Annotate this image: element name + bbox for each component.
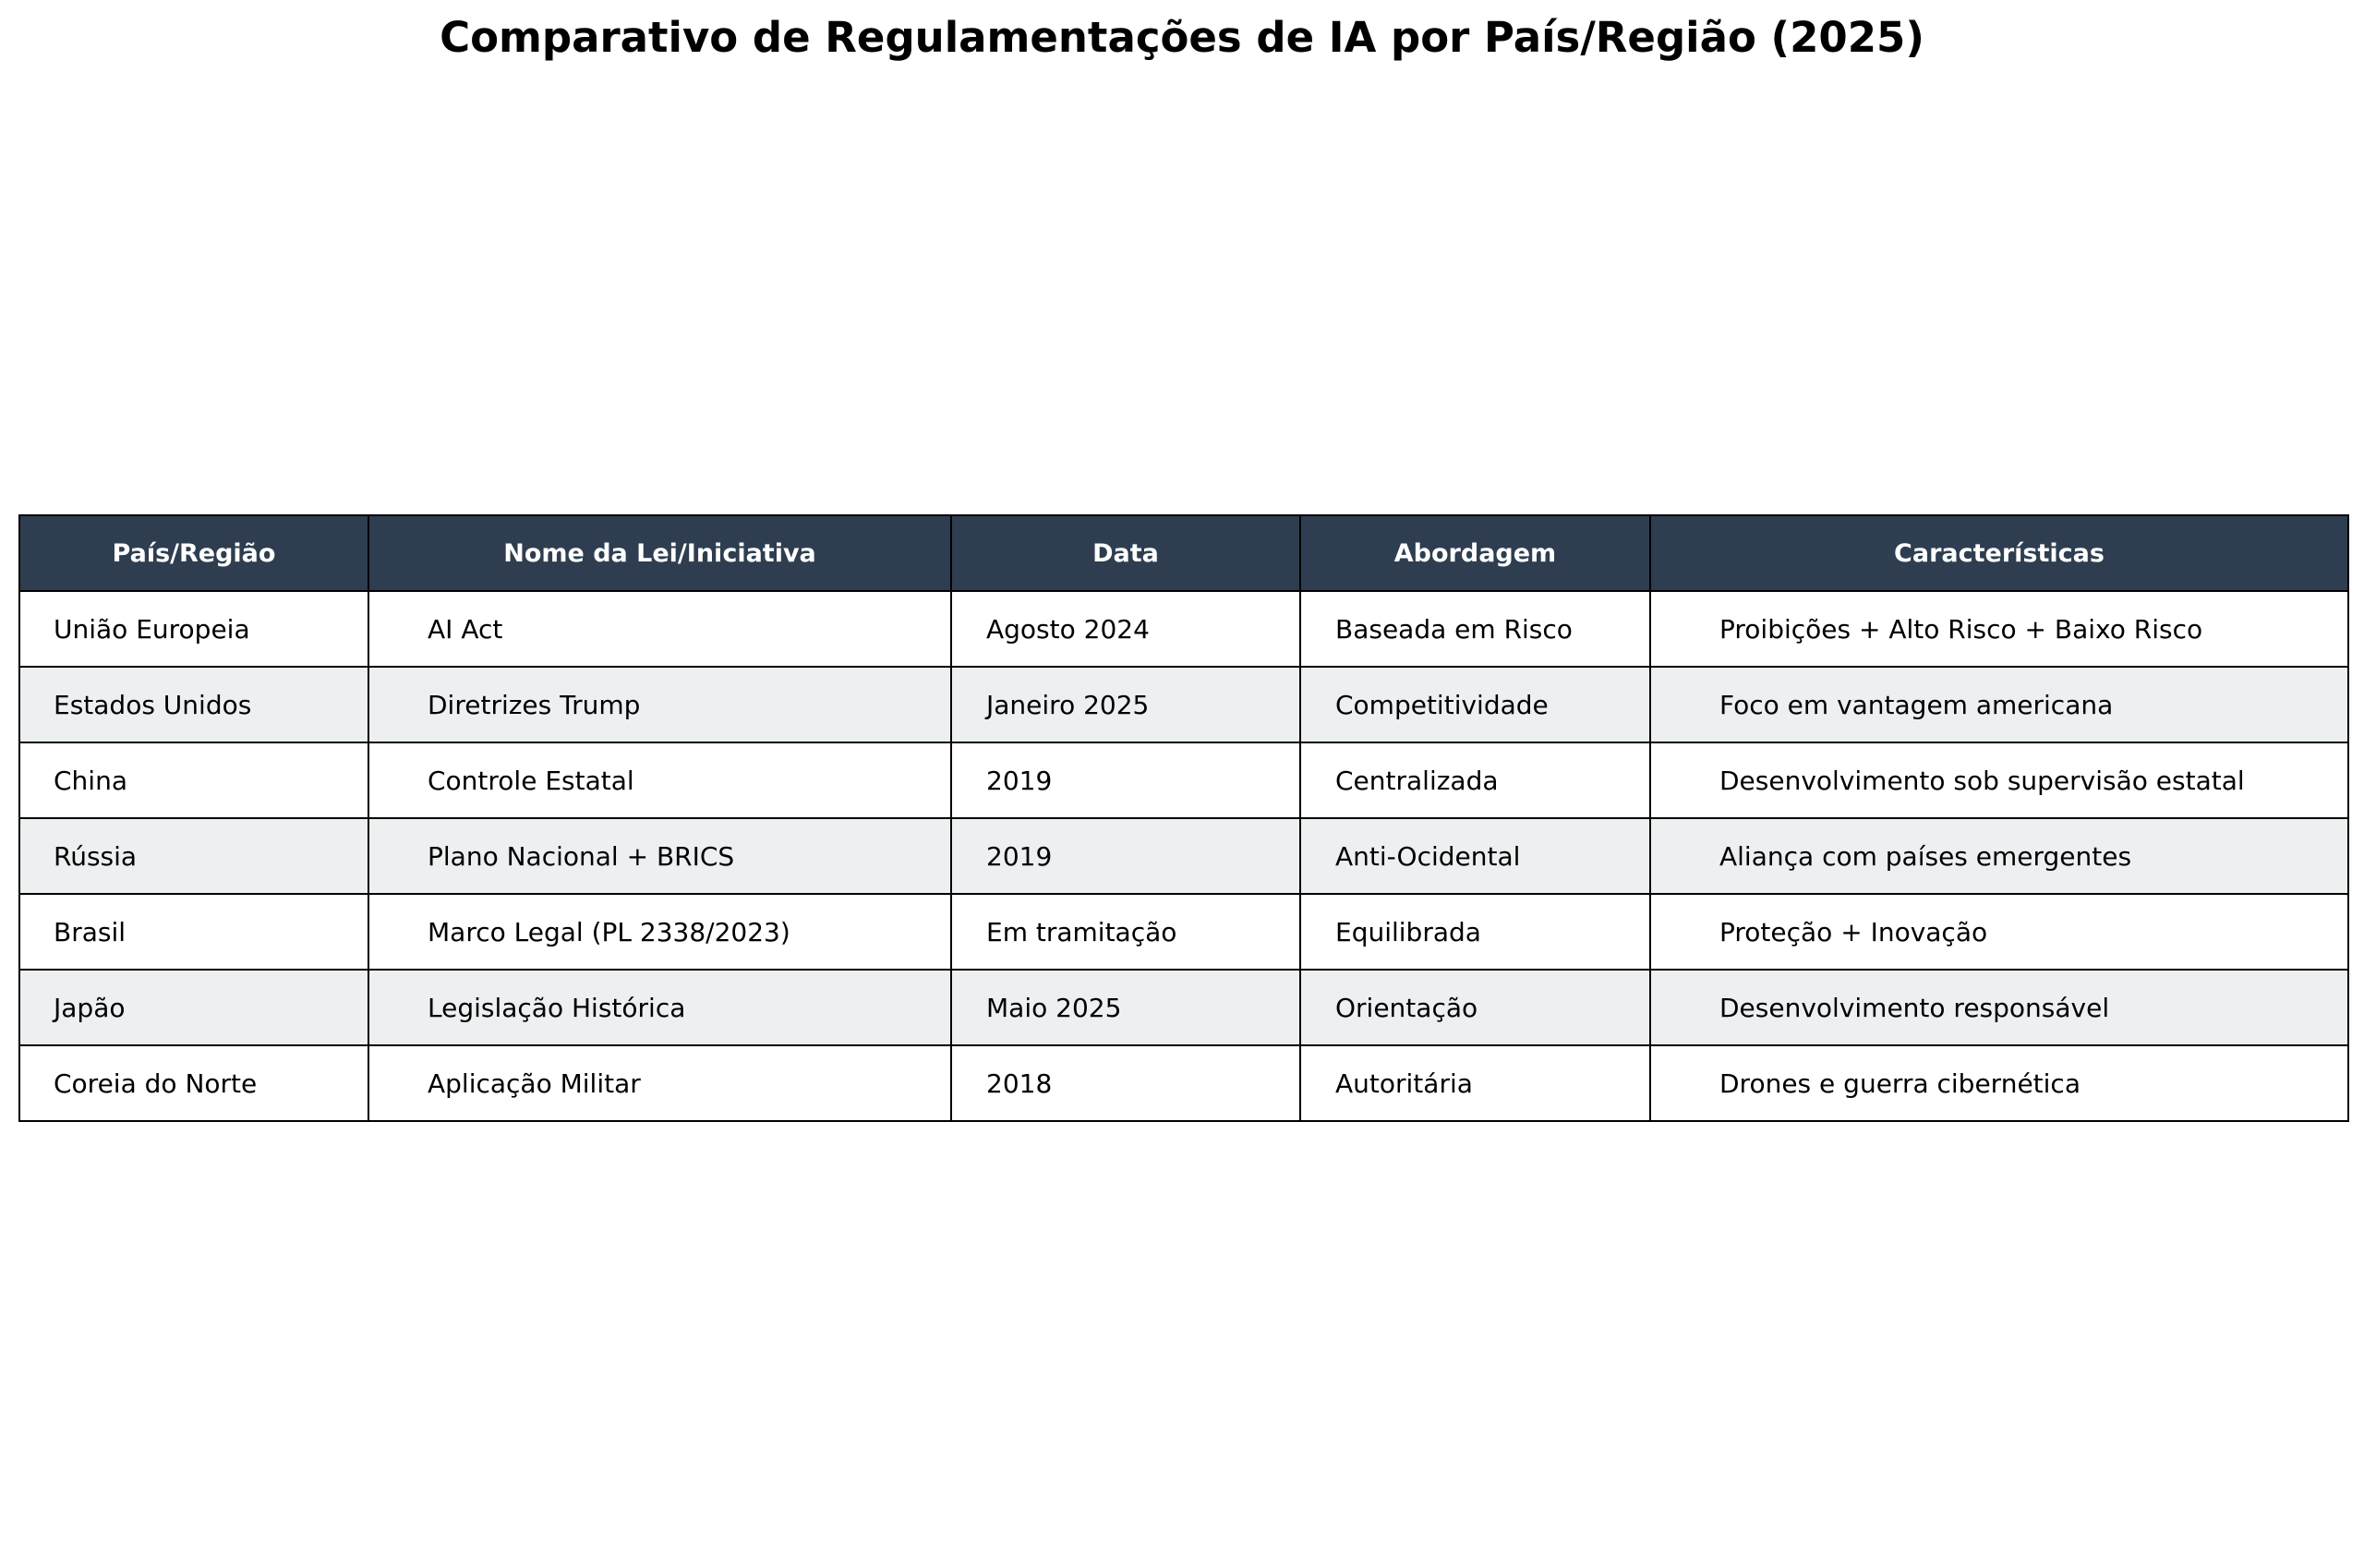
regulation-table — [18, 514, 2349, 1122]
table-cell: AI Act — [368, 591, 951, 667]
table-cell: Proibições + Alto Risco + Baixo Risco — [1650, 591, 2348, 667]
table-cell: Autoritária — [1300, 1045, 1650, 1121]
table-cell: Competitividade — [1300, 667, 1650, 742]
table-cell: Controle Estatal — [368, 742, 951, 818]
table-cell: Equilibrada — [1300, 894, 1650, 970]
header-row — [19, 515, 2348, 591]
table-row — [19, 742, 2348, 818]
table-cell: Marco Legal (PL 2338/2023) — [368, 894, 951, 970]
table-cell: Rússia — [19, 818, 368, 894]
table-cell: Agosto 2024 — [951, 591, 1300, 667]
table-cell: Foco em vantagem americana — [1650, 667, 2348, 742]
table-cell: 2019 — [951, 818, 1300, 894]
table-cell: Maio 2025 — [951, 970, 1300, 1045]
table-cell: Aplicação Militar — [368, 1045, 951, 1121]
table-row — [19, 667, 2348, 742]
column-header: Abordagem — [1300, 515, 1650, 591]
table-row — [19, 818, 2348, 894]
table-cell: Legislação Histórica — [368, 970, 951, 1045]
column-header: País/Região — [19, 515, 368, 591]
column-header: Data — [951, 515, 1300, 591]
table-cell: Anti-Ocidental — [1300, 818, 1650, 894]
table-cell: Desenvolvimento responsável — [1650, 970, 2348, 1045]
table-cell: Proteção + Inovação — [1650, 894, 2348, 970]
table-row — [19, 894, 2348, 970]
chart-title: Comparativo de Regulamentações de IA por País/Região (2025) — [440, 13, 1924, 62]
table-cell: Em tramitação — [951, 894, 1300, 970]
table-cell: Baseada em Risco — [1300, 591, 1650, 667]
table-cell: Japão — [19, 970, 368, 1045]
table-cell: Estados Unidos — [19, 667, 368, 742]
table-cell: Drones e guerra cibernética — [1650, 1045, 2348, 1121]
table-cell: 2018 — [951, 1045, 1300, 1121]
table-cell: Brasil — [19, 894, 368, 970]
table-cell: Aliança com países emergentes — [1650, 818, 2348, 894]
table-cell: Diretrizes Trump — [368, 667, 951, 742]
table-cell: Desenvolvimento sob supervisão estatal — [1650, 742, 2348, 818]
column-header: Nome da Lei/Iniciativa — [368, 515, 951, 591]
table-cell: Plano Nacional + BRICS — [368, 818, 951, 894]
table-cell: União Europeia — [19, 591, 368, 667]
table-row — [19, 1045, 2348, 1121]
table-row — [19, 970, 2348, 1045]
table-cell: 2019 — [951, 742, 1300, 818]
column-header: Características — [1650, 515, 2348, 591]
table-row — [19, 591, 2348, 667]
table-cell: Coreia do Norte — [19, 1045, 368, 1121]
table-cell: Orientação — [1300, 970, 1650, 1045]
table-cell: China — [19, 742, 368, 818]
table-cell: Janeiro 2025 — [951, 667, 1300, 742]
table-cell: Centralizada — [1300, 742, 1650, 818]
